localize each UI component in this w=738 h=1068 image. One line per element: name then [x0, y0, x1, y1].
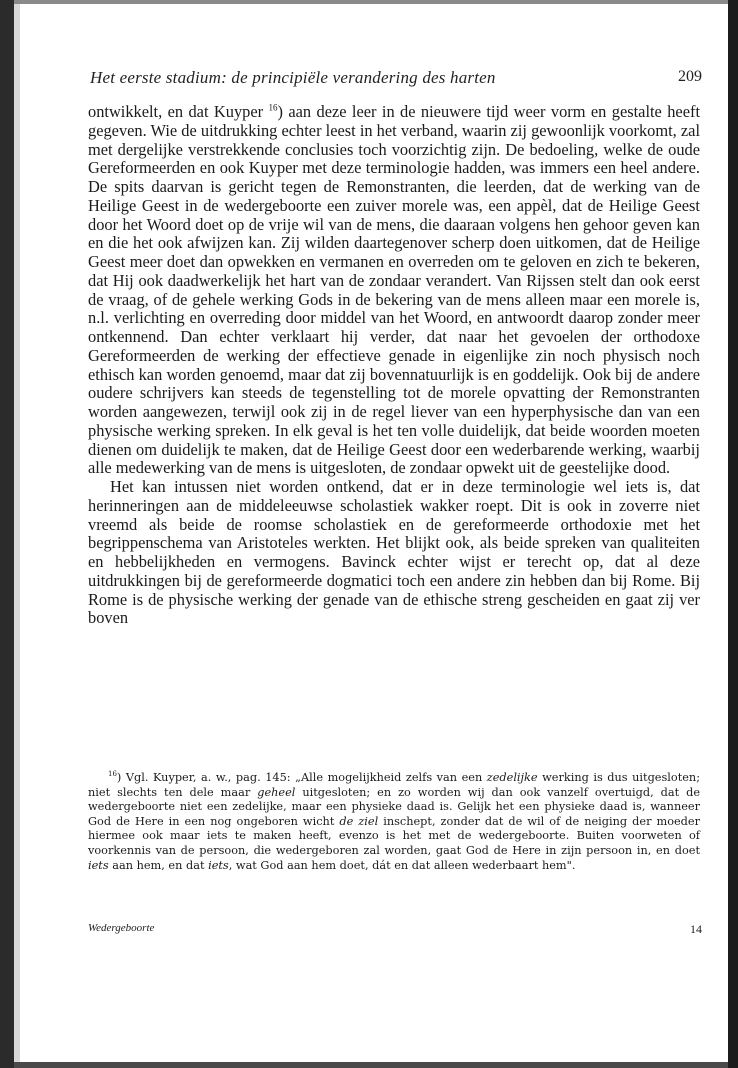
paragraph-1	[88, 103, 700, 478]
running-title: Het eerste stadium: de principiële verandering des harten	[90, 68, 496, 87]
page-number: 209	[678, 68, 702, 85]
page-header	[90, 68, 702, 90]
scan-edge-top	[14, 0, 738, 4]
scan-edge-bottom	[14, 1062, 738, 1068]
paragraph-1-start: ontwikkelt, en dat Kuyper	[88, 102, 269, 121]
main-text	[88, 103, 700, 628]
paragraph-2: Het kan intussen niet worden ontkend, dat er in deze terminologie wel iets is, dat herinneringen aan de middeleeuwse scholastiek wakker roept. Dit is ook in zoverre niet vreemd als beide de roomse scholastiek en de gereformeerde orthodoxie met het begrippenschema van Aristoteles werkten. Het blijkt ook, als beide spreken van qualiteiten en hebbelijkheden en vermogens. Bavinck echter wijst er terecht op, dat al deze uitdrukkingen bij de gereformeerde dogmatici toch een andere zin hebben dan bij Rome. Bij Rome is de physische werking der genade van de ethische streng gescheiden en gaat zij ver boven	[88, 477, 700, 628]
footnote-reference: 16	[268, 102, 278, 113]
scan-edge-left-inner	[14, 0, 20, 1068]
sheet-number: 14	[690, 922, 702, 936]
paragraph-1-rest: ) aan deze leer in de nieuwere tijd weer vorm en gestalte heeft gegeven. Wie de uitdrukking echter leest in het verband, waarin zij gewoonlijk voorkomt, zal met dergelijke verstrekkende conclusies toch voorzichtig zijn. De bedoeling, welke de oude Gereformeerden en ook Kuyper met deze terminologie hadden, was immers een heel andere. De spits daarvan is gericht tegen de Remonstranten, die leerden, dat de werking van de Heilige Geest in de wedergeboorte een zuiver morele was, een appèl, dat de Heilige Geest door het Woord doet op de vrije wil van de mens, die daaraan volgens hen gehoor geven kan en die het ook afwijzen kan. Zij wilden daartegenover scherp doen uitkomen, dat de Heilige Geest meer doet dan opwekken en vermanen en overreden om te geloven en zich te bekeren, dat Hij ook daadwerkelijk het hart van de zondaar verandert. Van Rijssen stelt dan ook eerst de vraag, of de gehele werking Gods in de bekering van de mens alleen maar een morele is, n.l. verlichting en overreding door middel van het Woord, en antwoordt daarop zonder meer ontkennend. Dan echter verklaart hij verder, dat naar het gevoelen der orthodoxe Gereformeerden de werking der effectieve genade in eigenlijke zin noch physisch noch ethisch kan worden genoemd, maar dat zij bovennatuurlijk is en goddelijk. Ook bij de andere oudere schrijvers kan steeds de tegenstelling tot de morele opvatting der Remonstranten worden aangewezen, terwijl ook zij in de regel liever van een hyperphysische dan van een physische werking spreken. In elk geval is het ten volle duidelijk, dat beide woorden moeten dienen om duidelijk te maken, dat de Heilige Geest door een wederbarende werking, waarbij alle medewerking van de mens is uitgesloten, de zondaar opwekt uit de geestelijke dood.	[88, 102, 700, 478]
signature-mark: Wedergeboorte	[88, 922, 155, 934]
scan-edge-right	[728, 0, 738, 1068]
footnote-number: 16	[108, 770, 117, 779]
scan-edge-left	[0, 0, 14, 1068]
footnote-16: $^{16}$) Vgl. Kuyper, a. w., pag. 145: „Alle mogelijkheid zelfs van een zedelijke werking is dus uitgesloten; niet slechts ten dele maar geheel uitgesloten; en zo worden wij dan ook vanzelf overtuigd, dat de wedergeboorte niet een zedelijke, maar een physieke daad is. Gelijk het een physieke daad is, wanneer God de Here in een nog ongeboren wicht de ziel inschept, zonder dat de wil of de neiging der moeder hiermee ook maar iets te maken heeft, evenzo is het met de wedergeboorte. Buiten voorweten of voorkennis van de persoon, die wedergeboren zal worden, gaat God de Here in zijn persoon in, en doet iets aan hem, en dat iets, wat God aan hem doet, dát en dat alleen wederbaart hem".	[88, 770, 701, 872]
